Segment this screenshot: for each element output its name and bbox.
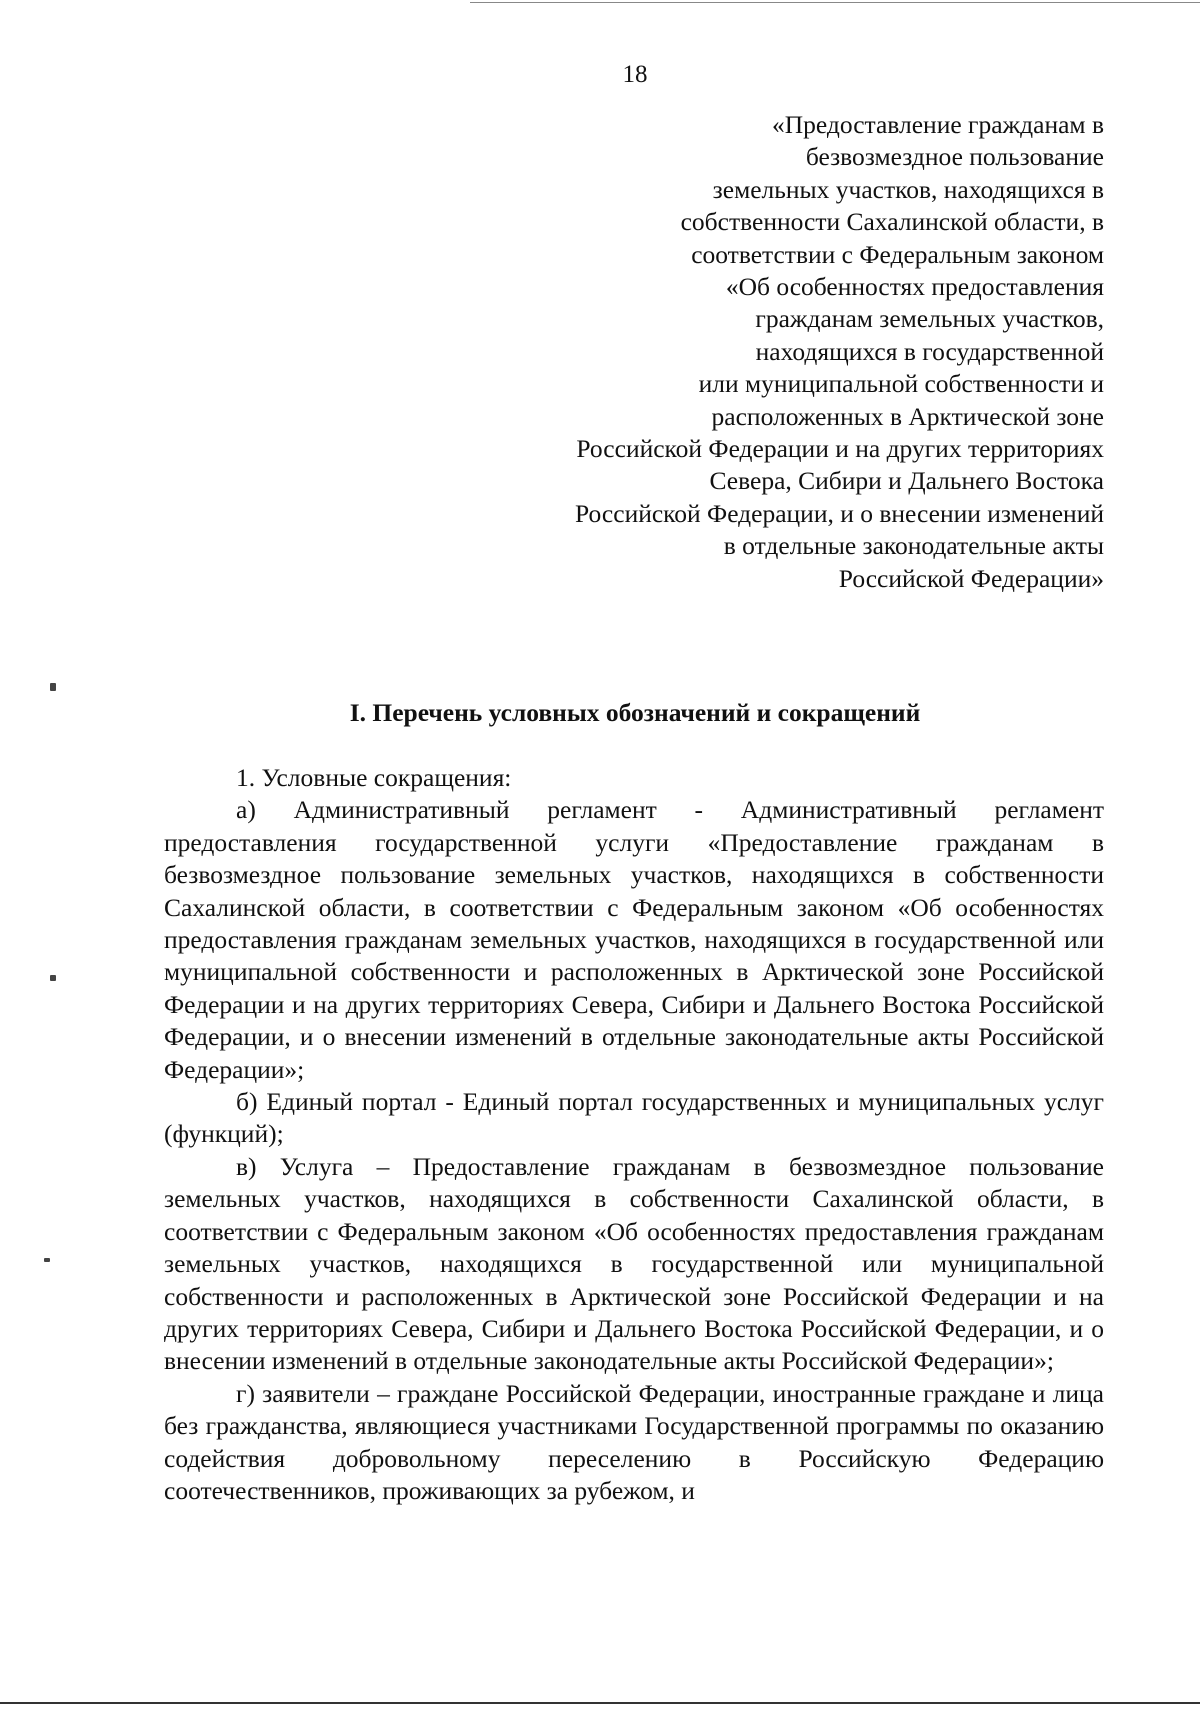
title-line: безвозмездное пользование [805,142,1104,172]
paragraph-abbreviations-intro: 1. Условные сокращения: [236,763,512,792]
title-block [464,109,1104,595]
paragraph-item-v: в) Услуга – Предоставление гражданам в безвозмездное пользование земельных участков, находящихся в собственности Сахалинской области, в соответствии с Федеральным законом «Об особенностях предоставления гражданам земельных участков, находящихся в государственной или муниципальной собственности и расположенных в Арктической зоне Российской Федерации и на других территориях Севера, Сибири и Дальнего Востока Российской Федерации, и о внесении изменений в отдельные законодательные акты Российской Федерации»; [164,1151,1104,1376]
page-number: 18 [622,61,648,88]
body-text [164,762,1104,1507]
section-heading: I. Перечень условных обозначений и сокращений [349,698,921,727]
title-line: находящихся в государственной [755,336,1104,366]
scan-edge-bottom [0,1702,1200,1704]
title-line: Российской Федерации и на других территориях [576,434,1104,464]
title-line: расположенных в Арктической зоне [711,401,1104,431]
title-line: или муниципальной собственности и [698,369,1104,399]
title-line: «Об особенностях предоставления [725,272,1104,302]
paragraph-item-a: а) Административный регламент - Административный регламент предоставления государственной услуги «Предоставление гражданам в безвозмездное пользование земельных участков, находящихся в собственности Сахалинской области, в соответствии с Федеральным законом «Об особенностях предоставления гражданам земельных участков, находящихся в государственной или муниципальной собственности и расположенных в Арктической зоне Российской Федерации и на других территориях Севера, Сибири и Дальнего Востока Российской Федерации, и о внесении изменений в отдельные законодательные акты Российской Федерации»; [164,795,1104,1084]
scan-edge-top [470,2,1200,3]
scan-speck [50,975,56,981]
scan-speck [44,1258,50,1262]
title-line: Севера, Сибири и Дальнего Востока [709,466,1104,496]
title-line: Российской Федерации» [838,563,1104,593]
title-line: Российской Федерации, и о внесении изменений [575,498,1104,528]
title-line: соответствии с Федеральным законом [691,239,1104,269]
title-line: земельных участков, находящихся в [712,174,1104,204]
title-line: в отдельные законодательные акты [723,531,1104,561]
paragraph-item-g: г) заявители – граждане Российской Федерации, иностранные граждане и лица без гражданства, являющиеся участниками Государственной программы по оказанию содействия добровольному переселению в Российскую Федерацию соотечественников, проживающих за рубежом, и [164,1378,1104,1505]
paragraph-item-b: б) Единый портал - Единый портал государственных и муниципальных услуг (функций); [164,1087,1104,1149]
scan-speck [50,683,56,691]
title-line: гражданам земельных участков, [755,304,1104,334]
title-line: «Предоставление гражданам в [771,110,1104,139]
title-line: собственности Сахалинской области, в [680,207,1104,237]
